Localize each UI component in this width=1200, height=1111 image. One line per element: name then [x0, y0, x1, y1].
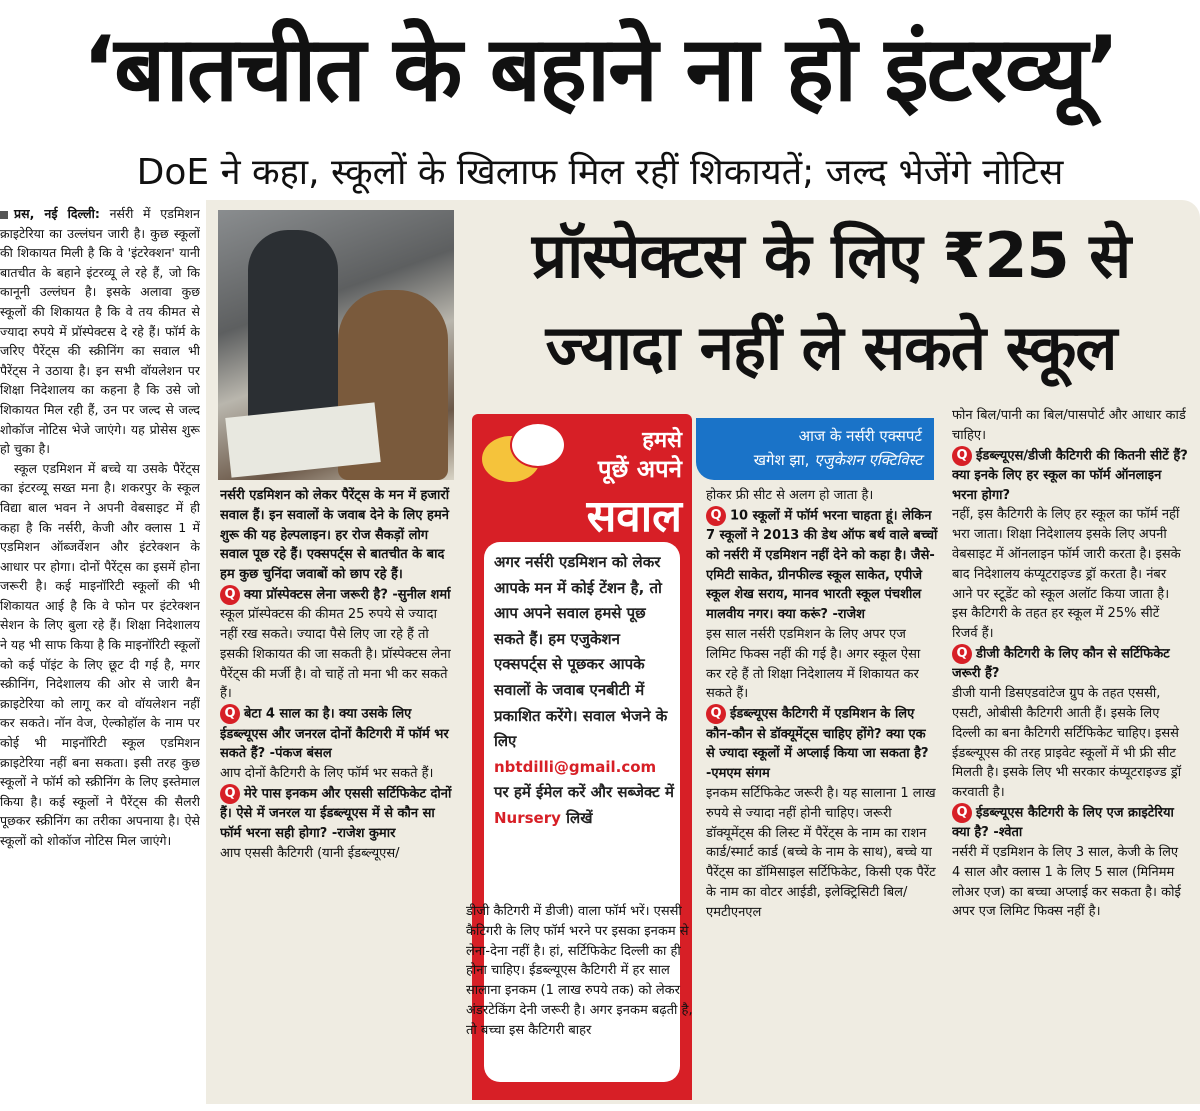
ask-body: अगर नर्सरी एडमिशन को लेकर आपके मन में कोई टेंशन है, तो आप अपने सवाल हमसे पूछ सकते हैं। हम एजुकेशन एक्सपर्ट्स से पूछकर आपके सवालों के जवाब एनबीटी में प्रकाशित करेंगे। सवाल भेजने के लिए nbtdilli@gmail.com पर हमें ईमेल करें और सब्जेक्ट में Nursery लिखें — [494, 553, 674, 827]
question-3: Q मेरे पास इनकम और एससी सर्टिफिकेट दोनों हैं। ऐसे में जनरल या ईडब्ल्यूएस में से कौन सा फॉर्म भरना सही होगा? -राजेश कुमार — [220, 785, 452, 842]
qa-column-4 — [952, 406, 1188, 1098]
subject-word: Nursery — [494, 808, 561, 827]
answer-5: इनकम सर्टिफिकेट जरूरी है। यह सालाना 1 लाख रुपये से ज्यादा नहीं होनी चाहिए। जरूरी डॉक्यूमेंट्स की लिस्ट में पैरेंट्स के नाम का राशन कार्ड/स्मार्ट कार्ड (बच्चे के नाम के साथ), बच्चे या पैरेंट्स का डॉमिसाइल सर्टिफिकेट, किसी एक पैरेंट के नाम का वोटर आईडी, इलेक्ट्रिसिटी बिल/एमटीएनएल — [706, 785, 936, 920]
headline: ‘बातचीत के बहाने ना हो इंटरव्यू’ — [81, 17, 1119, 122]
dateline: प्रस, नई दिल्ली: — [14, 206, 100, 221]
question-6: Q ईडब्ल्यूएस/डीजी कैटिगरी की कितनी सीटें हैं? क्या इनके लिए हर स्कूल का फॉर्म ऑनलाइन भरना होगा? — [952, 447, 1188, 503]
news-photo — [218, 210, 454, 480]
expert-banner — [696, 418, 934, 480]
left-para-2: स्कूल एडमिशन में बच्चे या उसके पैरेंट्स का इंटरव्यू सख्त मना है। शकरपुर के स्कूल विद्या बाल भवन ने अपनी वेबसाइट में ही कहा है कि नर्सरी, केजी और क्लास 1 में एडमिशन ऑब्जर्वेशन और इंटरेक्शन के आधार पर होगा। दोनों पैरेंट्स का इसमें होना जरूरी है। कई माइनॉरिटी स्कूलों की भी शिकायत आई है कि वे फोन पर इंटरेक्शन सेशन के लिए बुला रहे हैं। शिक्षा निदेशालय ने यह भी साफ किया है कि माइनॉरिटी स्कूलों को कई पॉइंट के लिए छूट दी गई है, मगर स्क्रीनिंग, निदेशालय की ओर से जारी बैन क्राइटेरिया को लागू कर वो वॉयलेशन नहीं कर सकते। नॉन वेज, ऐल्कोहॉल के नाम पर कोई भी माइनॉरिटी स्कूल एडमिशन क्राइटेरिया नहीं बना सकता। इसी तरह कुछ स्कूलों ने फॉर्म को स्क्रीनिंग के लिए इस्तेमाल किया है। कई स्कूलों ने पैरेंट्स की सैलरी पूछकर स्क्रीनिंग का तरीका अपनाया है। ऐसे स्कूलों को शोकॉज नोटिस मिल जाएंगे। — [0, 460, 200, 848]
question-5: Q ईडब्ल्यूएस कैटिगरी में एडमिशन के लिए कौन-कौन से डॉक्यूमेंट्स चाहिए होंगे? क्या एक से ज्यादा स्कूलों में अप्लाई किया जा सकता है? -एमएम संगम — [706, 706, 929, 782]
email-link[interactable]: nbtdilli@gmail.com — [494, 757, 657, 776]
answer-7: डीजी यानी डिसएडवांटेज ग्रुप के तहत एससी, एसटी, ओबीसी कैटिगरी आती हैं। इसके लिए दिल्ली का बना कैटिगरी सर्टिफिकेट चाहिए। इससे ईडब्ल्यूएस की तरह प्राइवेट स्कूलों में भी फ्री सीट मिलती है। इसके लिए भी सरकार कंप्यूटराइज्ड ड्रॉ करवाती है। — [952, 686, 1182, 801]
answer-8: नर्सरी में एडमिशन के लिए 3 साल, केजी के लिए 4 साल और क्लास 1 के लिए 5 साल (मिनिमम लोअर एज) का बच्चा अप्लाई कर सकता है। कोई अपर एज लिमिट फिक्स नहीं है। — [952, 845, 1181, 920]
question-8: Q ईडब्ल्यूएस कैटिगरी के लिए एज क्राइटेरिया क्या है? -श्वेता — [952, 804, 1174, 841]
q-icon: Q — [952, 803, 972, 823]
expert-title: आज के नर्सरी एक्सपर्ट — [798, 427, 922, 445]
ask-line-1: हमसे — [642, 428, 682, 453]
question-4: Q 10 स्कूलों में फॉर्म भरना चाहता हूं। लेकिन 7 स्कूलों ने 2013 की डेथ ऑफ बर्थ वाले बच्चों को नर्सरी में एडमिशन नहीं देने को कहा है। जैसे- एमिटी साकेत, ग्रीनफील्ड स्कूल साकेत, एपीजे स्कूल शेख सराय, मानव भारती स्कूल पंचशील मालवीय नगर। क्या करूं? -राजेश — [706, 507, 938, 623]
answer-1: स्कूल प्रॉस्पेक्टस की कीमत 25 रुपये से ज्यादा नहीं रख सकते। ज्यादा पैसे लिए जा रहे हैं तो इसकी शिकायत की जा सकती है। प्रॉस्पेक्टस लेना पैरेंट्स की मर्जी है। वो चाहें तो मना भी कर सकते हैं। — [220, 607, 451, 702]
photo-person-man — [248, 230, 338, 430]
q-icon: Q — [706, 506, 726, 526]
answer-3: आप एससी कैटिगरी (यानी ईडब्ल्यूएस/ — [220, 845, 400, 861]
ask-line-3: सवाल — [586, 491, 682, 542]
ask-line-2: पूछें अपने — [597, 455, 682, 483]
expert-name-line: खगेश झा, एजुकेशन एक्टिविस्ट — [753, 451, 922, 469]
q-icon: Q — [706, 704, 726, 724]
main-headline: प्रॉस्पेक्टस के लिए ₹25 से ज्यादा नहीं ले सकते स्कूल — [531, 219, 1131, 384]
qa-column-2-bottom — [466, 902, 694, 1098]
answer-4: इस साल नर्सरी एडमिशन के लिए अपर एज लिमिट फिक्स नहीं की गई है। अगर स्कूल ऐसा कर रहे हैं तो शिक्षा निदेशालय में शिकायत कर सकते हैं। — [706, 627, 921, 702]
left-para-1 — [0, 204, 200, 459]
left-article — [0, 204, 200, 1104]
q-icon: Q — [220, 784, 240, 804]
q-icon: Q — [220, 585, 240, 605]
qa-column-3 — [706, 486, 938, 1098]
answer-2: आप दोनों कैटिगरी के लिए फॉर्म भर सकते हैं। — [220, 766, 434, 782]
q-icon: Q — [952, 644, 972, 664]
q-icon: Q — [952, 446, 972, 466]
qa-intro: नर्सरी एडमिशन को लेकर पैरेंट्स के मन में हजारों सवाल हैं। इन सवालों के जवाब देने के लिए हमने शुरू की यह हेल्पलाइन। हर रोज सैकड़ों लोग सवाल पूछ रहे हैं। एक्सपर्ट्स से बातचीत के बाद हम कुछ चुनिंदा जवाबों को छाप रहे हैं। — [220, 488, 450, 583]
answer-3-continued: डीजी कैटिगरी में डीजी) वाला फॉर्म भरें। एससी कैटिगरी के लिए फॉर्म भरने पर इसका इनकम से लेना-देना नहीं है। हां, सर्टिफिकेट दिल्ली का ही होना चाहिए। ईडब्ल्यूएस कैटिगरी में हर साल सालाना इनकम (1 लाख रुपये तक) को लेकर अंडरटेकिंग देनी जरूरी है। अगर इनकम बढ़ती है, तो बच्चा इस कैटिगरी बाहर — [466, 904, 693, 1038]
answer-5-continued: फोन बिल/पानी का बिल/पासपोर्ट और आधार कार्ड चाहिए। — [952, 408, 1186, 443]
subheadline: DoE ने कहा, स्कूलों के खिलाफ मिल रहीं शिकायतें; जल्द भेजेंगे नोटिस — [136, 152, 1064, 193]
speech-bubble-icon — [510, 422, 566, 468]
bullet-icon — [0, 211, 8, 219]
answer-6: नहीं, इस कैटिगरी के लिए हर स्कूल का फॉर्म नहीं भरा जाता। शिक्षा निदेशालय इसके लिए अपनी वेबसाइट में ऑनलाइन फॉर्म जारी करता है। इसके बाद निदेशालय कंप्यूटराइज्ड ड्रॉ करता है। नंबर आने पर स्टूडेंट को स्कूल अलॉट किया जाता है। इस कैटिगरी के तहत हर स्कूल में 25% सीटें रिजर्व हैं। — [952, 507, 1181, 642]
qa-panel — [206, 200, 1200, 1104]
question-1: Q क्या प्रॉस्पेक्टस लेना जरूरी है? -सुनील शर्मा — [220, 585, 452, 605]
answer-continued: होकर फ्री सीट से अलग हो जाता है। — [706, 488, 874, 503]
qa-column-1 — [220, 486, 452, 1098]
q-icon: Q — [220, 704, 240, 724]
left-para-1-text: नर्सरी में एडमिशन क्राइटेरिया का उल्लंघन जारी है। कुछ स्कूलों की शिकायत मिली है कि वे 'इंटरेक्शन' यानी बातचीत के बहाने इंटरव्यू ले रहे हैं, जो कि कानूनी उल्लंघन है। इसके अलावा कुछ स्कूलों की शिकायत है कि वे तय कीमत से ज्यादा रुपये में प्रॉस्पेक्टस दे रहे हैं। फॉर्म के जरिए पैरेंट्स की स्क्रीनिंग का सवाल भी पैरेंट्स ने उठाया है। इन सभी वॉयलेशन पर शिक्षा निदेशालय का कहना है कि उसे जो शिकायत मिल रही हैं, उन पर जल्द से जल्द शोकॉज नोटिस भेजे जाएंगे। यह प्रोसेस शुरू हो चुका है। — [0, 206, 200, 457]
question-2: Q बेटा 4 साल का है। क्या उसके लिए ईडब्ल्यूएस और जनरल दोनों कैटिगरी में फॉर्म भर सकते हैं? -पंकज बंसल — [220, 706, 449, 762]
question-7: Q डीजी कैटिगरी के लिए कौन से सर्टिफिकेट जरूरी हैं? — [952, 646, 1170, 682]
